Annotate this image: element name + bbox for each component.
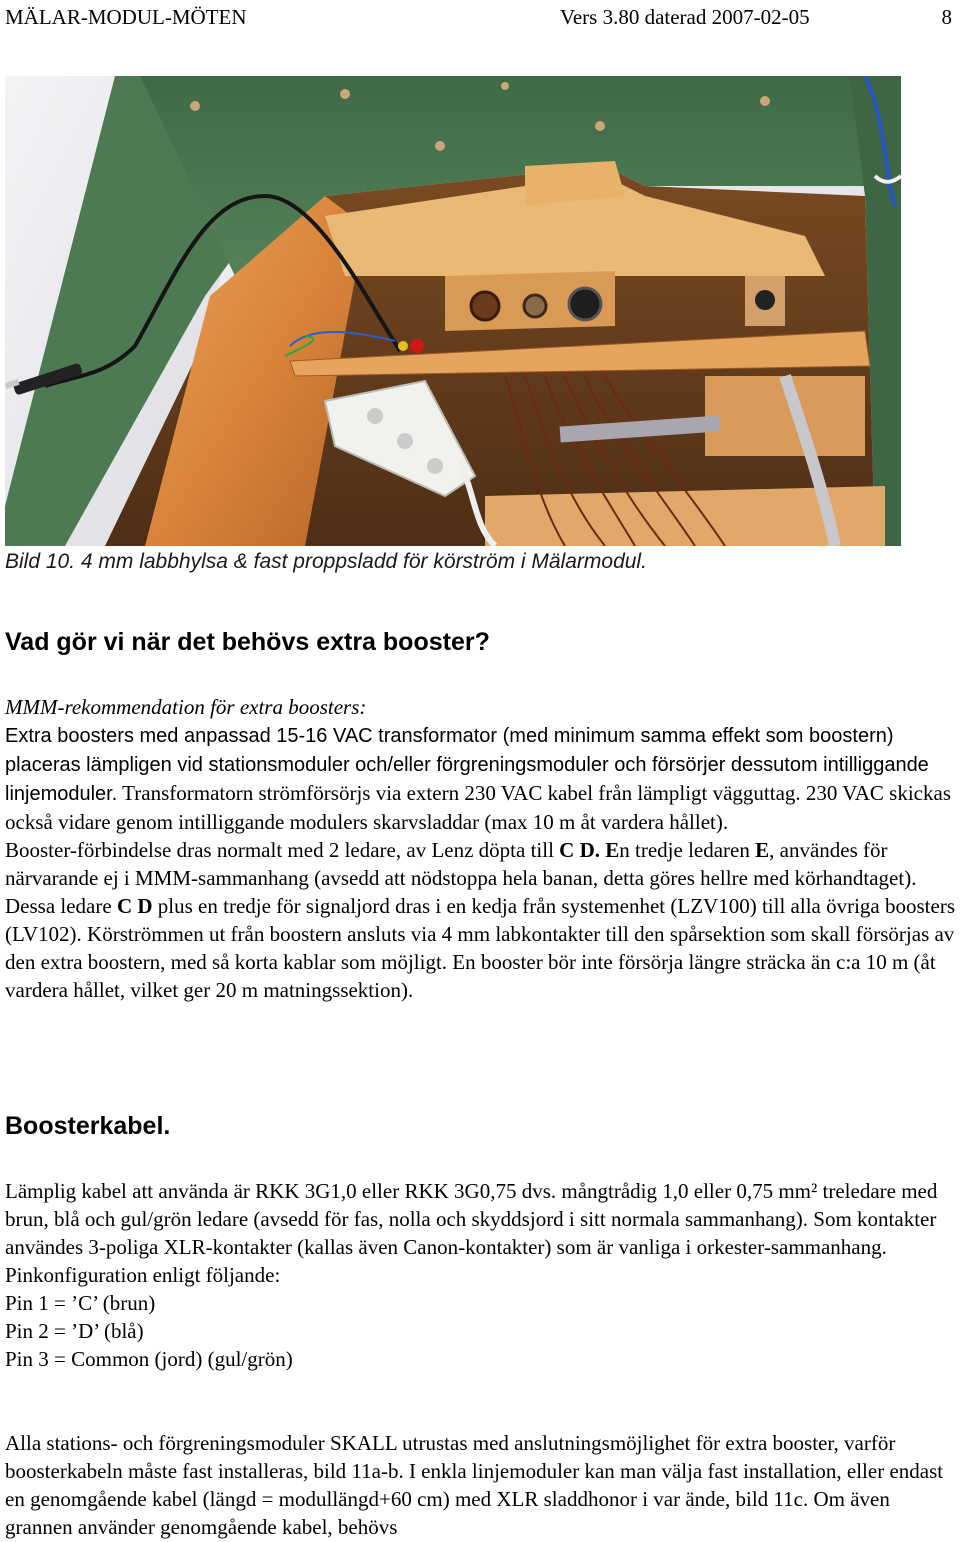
booster-section-body: [5, 693, 957, 1004]
recommendation-label: MMM-rekommendation för extra boosters:: [5, 695, 367, 719]
booster-p2-e-initial: E: [600, 838, 620, 862]
module-underside-photo: [5, 76, 901, 546]
booster-paragraph-1-rest: Transformatorn strömförsörjs via extern 230 VAC kabel från lämpligt vägguttag. 230 VAC skickas också vidare genom intilliggande modulers skarvsladdar (max 10 m åt vardera hållet).: [5, 781, 951, 834]
document-title: MÄLAR-MODUL-MÖTEN: [5, 5, 247, 29]
booster-p2-cd-label-2: C D: [116, 894, 153, 918]
cable-paragraph-1: Lämplig kabel att använda är RKK 3G1,0 eller RKK 3G0,75 dvs. mångtrådig 1,0 eller 0,75 mm² treledare med brun, blå och gul/grön ledare (avsedd för fas, nolla och skyddsjord i sitt normala sammanhang). Som kontakter användes 3-poliga XLR-kontakter (kallas även Canon-kontakter) som är vanliga i orkester-sammanhang.: [5, 1179, 938, 1259]
pin-config-intro: Pinkonfiguration enligt följande:: [5, 1263, 281, 1287]
booster-section-heading: Vad gör vi när det behövs extra booster?: [5, 628, 490, 656]
cable-section-body: [5, 1177, 957, 1373]
cable-section-heading: Boosterkabel.: [5, 1112, 171, 1140]
booster-p2-part-a: Booster-förbindelse dras normalt med 2 ledare, av Lenz döpta till: [5, 838, 560, 862]
figure-caption: Bild 10. 4 mm labbhylsa & fast proppsladd för körström i Mälarmodul.: [5, 550, 647, 573]
booster-p2-e-label: E: [755, 838, 770, 862]
booster-p2-part-c: , användes för närvarande ej i MMM-sammanhang (avsedd att nödstoppa hela banan, detta göres hellre med körhandtaget). Dessa ledare: [5, 838, 917, 918]
cable-paragraph-2: Alla stations- och förgreningsmoduler SKALL utrustas med anslutningsmöjlighet för extra booster, varför boosterkabeln måste fast installeras, bild 11a-b. I enkla linjemoduler kan man välja fast installation, eller endast en genomgående kabel (längd = modullängd+60 cm) med XLR sladdhonor i var ände, bild 11c. Om även grannen använder genomgående kabel, behövs: [5, 1431, 944, 1539]
page-number: 8: [941, 5, 952, 29]
booster-paragraph-1: [5, 721, 957, 836]
pin-3-line: Pin 3 = Common (jord) (gul/grön): [5, 1347, 293, 1371]
page-header: [5, 2, 960, 32]
pin-1-line: Pin 1 = ’C’ (brun): [5, 1291, 156, 1315]
cable-section-body-2: [5, 1429, 957, 1541]
booster-p2-part-b: n tredje ledaren: [619, 838, 756, 862]
booster-p2-part-d: plus en tredje för signaljord dras i en kedja från systemenhet (LZV100) till alla övriga boosters (LV102). Körströmmen ut från boostern ansluts via 4 mm labkontakter till den spårsektion som skall försörjas av den extra boostern, med så korta kablar som möjligt. En booster bör inte försörja längre sträcka än c:a 10 m (åt vardera hållet, vilket ger 20 m matningssektion).: [5, 894, 955, 1002]
version-date: Vers 3.80 daterad 2007-02-05: [560, 5, 810, 29]
booster-paragraph-2: [5, 836, 957, 1004]
booster-p2-cd-label: C D.: [559, 838, 600, 862]
pin-2-line: Pin 2 = ’D’ (blå): [5, 1319, 144, 1343]
booster-paragraph-1-sans: Extra boosters med anpassad 15-16 VAC transformator (med minimum samma effekt som boostern) placeras lämpligen vid stationsmoduler och/eller förgreningsmoduler och försörjer dessutom intilliggande linjemoduler.: [5, 725, 929, 805]
